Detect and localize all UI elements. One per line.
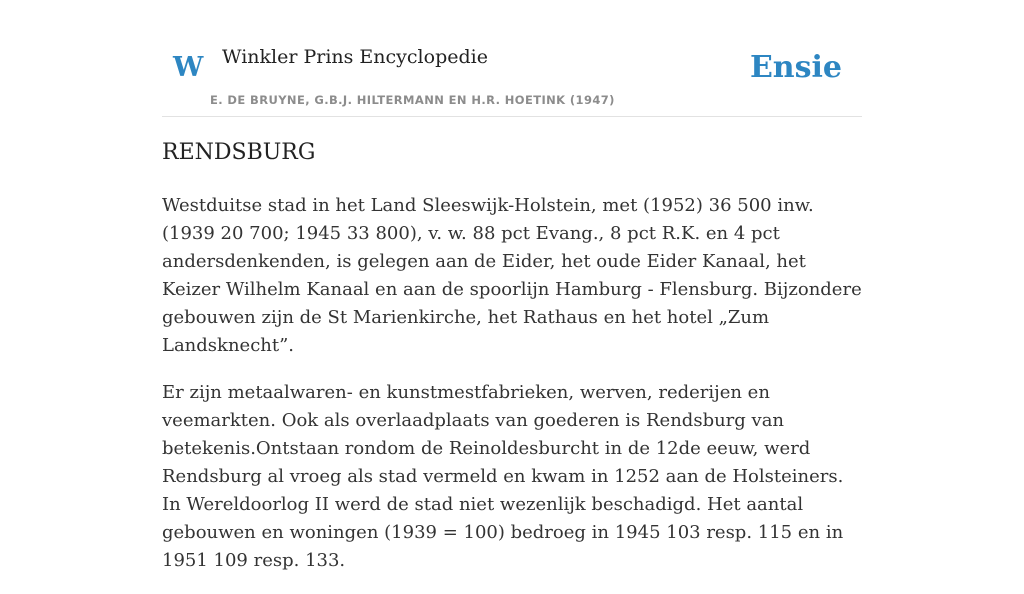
ensie-logo-link[interactable]: Ensie bbox=[749, 50, 842, 85]
entry-paragraph: Westduitse stad in het Land Sleeswijk-Holstein, met (1952) 36 500 inw. (1939 20 700; 1945 33 800), v. w. 88 pct Evang., 8 pct R.K. en 4 pct andersdenkenden, is gelegen aan de Eider, het oude Eider Kanaal, het Keizer Wilhelm Kanaal en aan de spoorlijn Hamburg - Flensburg. Bijzondere gebouwen zijn de St Marienkirche, het Rathaus en het hotel „Zum Landsknecht”. bbox=[162, 195, 862, 356]
site-header bbox=[162, 36, 862, 117]
encyclopedia-authors: E. DE BRUYNE, G.B.J. HILTERMANN EN H.R. HOETINK (1947) bbox=[210, 93, 615, 107]
entry-title: RENDSBURG bbox=[162, 140, 316, 165]
winkler-prins-logo[interactable]: W bbox=[173, 52, 204, 83]
entry-body bbox=[162, 192, 862, 594]
entry-paragraph: Er zijn metaalwaren- en kunstmestfabrieken, werven, rederijen en veemarkten. Ook als overlaadplaats van goederen is Rendsburg van betekenis.Ontstaan rondom de Reinoldesburcht in de 12de eeuw, werd Rendsburg al vroeg als stad vermeld en kwam in 1252 aan de Holsteiners. In Wereldoorlog II werd de stad niet wezenlijk beschadigd. Het aantal gebouwen en woningen (1939 = 100) bedroeg in 1945 103 resp. 115 en in 1951 109 resp. 133. bbox=[162, 382, 844, 571]
encyclopedia-title[interactable]: Winkler Prins Encyclopedie bbox=[222, 46, 488, 68]
